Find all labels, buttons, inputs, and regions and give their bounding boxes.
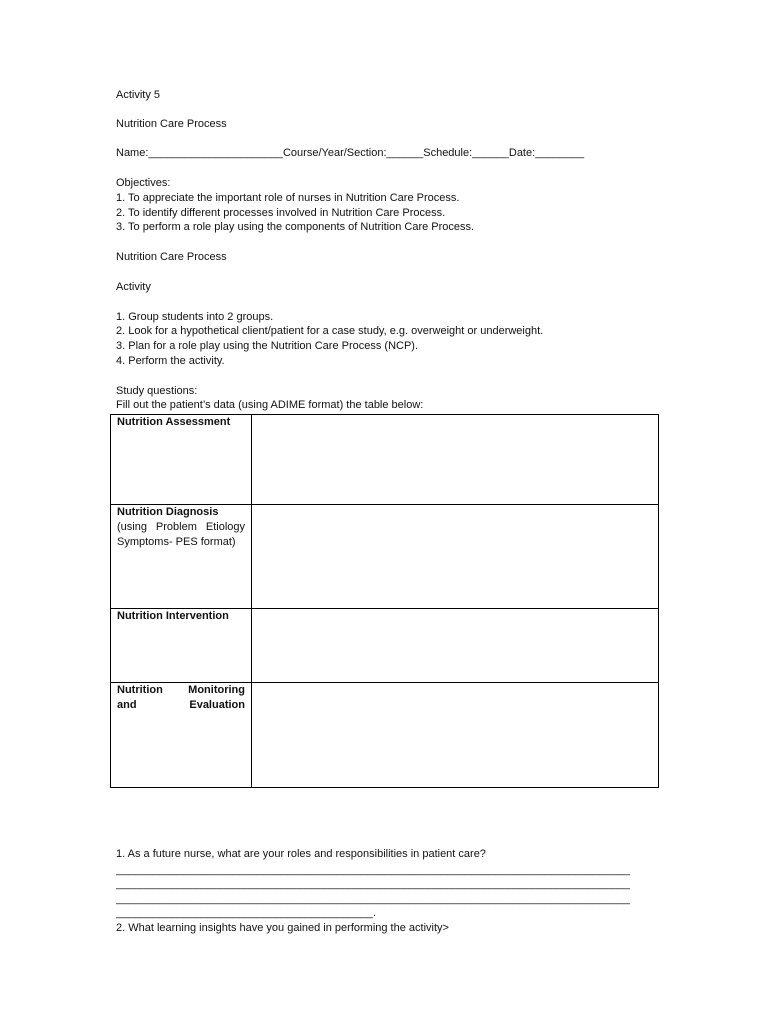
row-label	[111, 415, 252, 505]
objective-item: 2. To identify different processes involved in Nutrition Care Process.	[116, 207, 446, 219]
row-label	[111, 683, 252, 788]
objective-item: 1. To appreciate the important role of nurses in Nutrition Care Process.	[116, 192, 460, 204]
table-row	[111, 609, 659, 683]
answer-cell[interactable]	[252, 683, 659, 788]
answer-cell[interactable]	[252, 609, 659, 683]
answer-line[interactable]: ____________________________________________________________________________________	[116, 893, 630, 905]
activity-step: 1. Group students into 2 groups.	[116, 311, 274, 323]
answer-cell[interactable]	[252, 505, 659, 609]
row-title: Nutrition Intervention	[117, 610, 229, 622]
document-subtitle: Nutrition Care Process	[116, 118, 227, 130]
table-row	[111, 505, 659, 609]
question-2: 2. What learning insights have you gained in performing the activity>	[116, 922, 449, 934]
table-row	[111, 683, 659, 788]
study-questions-heading: Study questions:	[116, 385, 198, 397]
answer-line[interactable]: ____________________________________________________________________________________	[116, 878, 630, 890]
section-title: Nutrition Care Process	[116, 251, 227, 263]
question-1: 1. As a future nurse, what are your roles and responsibilities in patient care?	[116, 848, 486, 860]
row-title: Nutrition Diagnosis	[117, 506, 219, 518]
objective-item: 3. To perform a role play using the components of Nutrition Care Process.	[116, 221, 475, 233]
activity-step: 3. Plan for a role play using the Nutrition Care Process (NCP).	[116, 340, 419, 352]
table-row	[111, 415, 659, 505]
answer-line[interactable]: __________________________________________.	[116, 907, 376, 919]
activity-title: Activity 5	[116, 89, 161, 101]
study-instruction: Fill out the patient’s data (using ADIME format) the table below:	[116, 399, 424, 411]
row-label	[111, 505, 252, 609]
adime-table	[110, 414, 659, 788]
row-title: Nutrition Monitoring and Evaluation	[117, 684, 245, 711]
activity-heading: Activity	[116, 281, 151, 293]
row-subtitle: (using Problem Etiology Symptoms- PES format)	[117, 521, 245, 548]
activity-step: 4. Perform the activity.	[116, 355, 225, 367]
answer-cell[interactable]	[252, 415, 659, 505]
activity-step: 2. Look for a hypothetical client/patient for a case study, e.g. overweight or underweight.	[116, 325, 544, 337]
objectives-heading: Objectives:	[116, 177, 171, 189]
answer-line[interactable]: ____________________________________________________________________________________	[116, 864, 630, 876]
row-label	[111, 609, 252, 683]
student-info-line: Name:______________________Course/Year/Section:______Schedule:______Date:________	[116, 147, 585, 159]
row-title: Nutrition Assessment	[117, 416, 231, 428]
